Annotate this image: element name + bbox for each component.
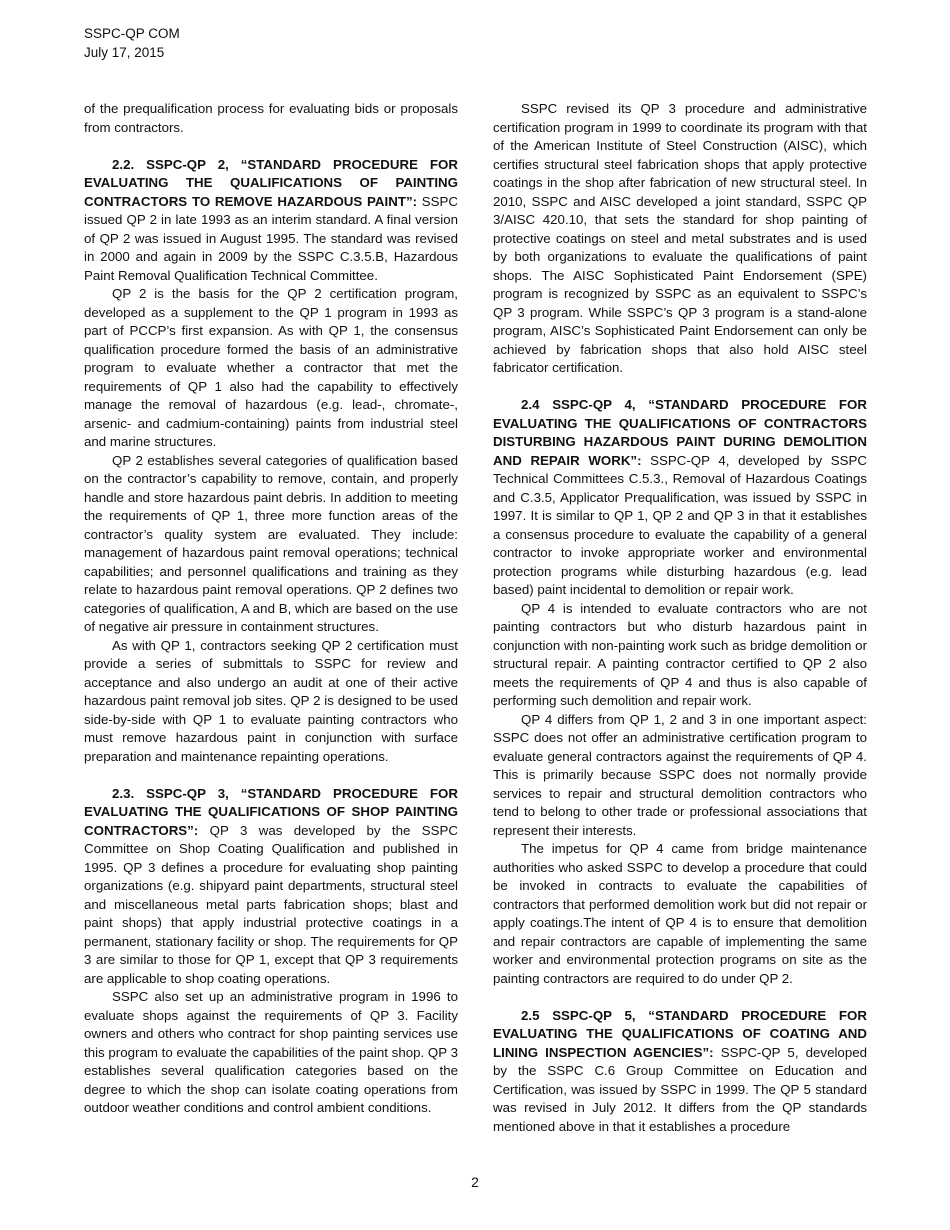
paragraph: QP 4 is intended to evaluate contractors who are not painting contractors but who disturb hazardous paint in conjunction with non-painting work such as bridge demolition or structural repair. A painting contractor certified to QP 2 also meets the requirements of QP 4 and thus is also capable of performing such demolition and repair work. — [493, 600, 867, 708]
paragraph: As with QP 1, contractors seeking QP 2 certification must provide a series of submittals to SSPC for review and acceptance and also undergo an audit at one of their active hazardous paint removal job sites. QP 2 is designed to be used side-by-side with QP 1 to evaluate painting contractors who must remove hazardous paint in conjunction with surface preparation and maintenance repainting operations. — [84, 637, 458, 764]
section-text: QP 3 was developed by the SSPC Committee on Shop Coating Qualification and published in 1995. QP 3 defines a procedure for evaluating shop painting organizations (e.g. shipyard paint departments, structural steel and miscellaneous metal parts fabrication shops; blast and paint shops) that apply industrial protective coatings in a permanent, stationary facility or shop. The requirements for QP 3 are similar to those for QP 1, except that QP 3 requirements are applicable to shop coating operations. — [84, 822, 458, 986]
paragraph: SSPC revised its QP 3 procedure and administrative certification program in 1999 to coordinate its program with that of the American Institute of Steel Construction (AISC), which certifies structural steel fabrication shops that apply protective coatings in the shop after fabrication of new structural steel. In 2010, SSPC and AISC developed a joint standard, SSPC QP 3/AISC 420.10, that sets the standard for shop painting of protective coatings on steel and metal substrates and is used by both organizations to evaluate the qualifications of paint shops. The AISC Sophisticated Paint Endorsement (SPE) program is recognized by SSPC as an equivalent to SSPC’s QP 3 program. While SSPC’s QP 3 program is a stand-alone program, AISC’s Sophisticated Paint Endorsement can only be achieved by fabrication shops that also hold AISC steel fabricator certification. — [493, 101, 867, 375]
section-2-4 — [493, 396, 867, 600]
right-column — [493, 100, 867, 1136]
left-column — [84, 100, 458, 1118]
paragraph: The impetus for QP 4 came from bridge maintenance authorities who asked SSPC to develop a procedure that could be invoked in contracts to evaluate the capabilities of contractors that performed demolition work but did not repair or apply coatings.The intent of QP 4 is to ensure that demolition and repair contractors are capable of implementing the same worker and environmental protection programs on site as the painting contractors are required to do under QP 2. — [493, 841, 867, 986]
paragraph: QP 2 establishes several categories of qualification based on the contractor’s capability to remove, contain, and properly handle and store hazardous paint debris. In addition to meeting the requirements of QP 1, three more function areas of the contractor’s quality system are evaluated. They include: management of hazardous paint removal operations; technical capabilities; and personnel qualifications and training as they relate to hazardous paint removal operations. QP 2 defines two categories of qualification, A and B, which are based on the use of negative air pressure in containment structures. — [84, 452, 458, 634]
section-heading: 2.2. SSPC-QP 2, “STANDARD PROCEDURE FOR EVALUATING THE QUALIFICATIONS OF PAINTING CONTRACTORS TO REMOVE HAZARDOUS PAINT”: — [84, 156, 458, 209]
section-heading: 2.4 SSPC-QP 4, “STANDARD PROCEDURE FOR EVALUATING THE QUALIFICATIONS OF CONTRACTORS DISTURBING HAZARDOUS PAINT DURING DEMOLITION AND REPAIR WORK”: — [493, 397, 867, 468]
paragraph: SSPC also set up an administrative program in 1996 to evaluate shops against the requirements of QP 3. Facility owners and others who contract for shop painting services use this program to evaluate the capabilities of the paint shop. QP 3 establishes several qualification categories based on the degree to which the shop can isolate coating operations from outdoor weather conditions and control ambient conditions. — [84, 989, 458, 1115]
section-heading: 2.5 SSPC-QP 5, “STANDARD PROCEDURE FOR EVALUATING THE QUALIFICATIONS OF COATING AND LINING INSPECTION AGENCIES”: — [493, 1007, 867, 1060]
section-2-5 — [493, 1007, 867, 1137]
section-text: SSPC issued QP 2 in late 1993 as an interim standard. A final version of QP 2 was issued in August 1995. The standard was revised in 2000 and again in 2009 by the SSPC C.3.5.B, Hazardous Paint Removal Qualification Technical Committee. — [84, 193, 459, 283]
paragraph: QP 2 is the basis for the QP 2 certification program, developed as a supplement to the QP 1 program in 1993 as part of PCCP’s first expansion. As with QP 1, the consensus qualification procedure formed the basis of an administrative program to evaluate whether a contractor that met the requirements of QP 1 also had the capability to effectively manage the removal of hazardous (e.g. lead-, chromate-, arsenic- and cadmium-containing) paints from industrial steel and marine structures. — [84, 286, 458, 449]
paragraph: of the prequalification process for evaluating bids or proposals from contractors. — [84, 101, 458, 135]
document-date: July 17, 2015 — [84, 45, 165, 60]
document-id: SSPC-QP COM — [84, 26, 180, 41]
page-header — [84, 24, 180, 62]
page-number: 2 — [471, 1174, 479, 1190]
section-2-2 — [84, 156, 458, 286]
section-text: SSPC-QP 4, developed by SSPC Technical Committees C.5.3., Removal of Hazardous Coatings and C.3.5, Applicator Prequalification, was issued by SSPC in 1997. It is similar to QP 1, QP 2 and QP 3 in that it establishes a consensus procedure to evaluate the capability of a general contractor to invoke appropriate worker and environmental protection programs while disturbing hazardous (e.g. lead based) paint incidental to demolition or repair work. — [493, 452, 868, 597]
section-2-3 — [84, 785, 458, 989]
section-heading: 2.3. SSPC-QP 3, “STANDARD PROCEDURE FOR EVALUATING THE QUALIFICATIONS OF SHOP PAINTING CONTRACTORS”: — [84, 785, 458, 838]
section-text: SSPC-QP 5, developed by the SSPC C.6 Group Committee on Education and Certification, was issued by SSPC in 1999. The QP 5 standard was revised in July 2012. It differs from the QP standards mentioned above in that it establishes a procedure — [493, 1044, 867, 1134]
paragraph: QP 4 differs from QP 1, 2 and 3 in one important aspect: SSPC does not offer an administrative certification program to evaluate general contractors against the requirements of QP 4. This is primarily because SSPC does not normally provide services to repair and structural demolition contractors who tend to belong to other trade or professional associations that represent their interests. — [493, 711, 867, 838]
